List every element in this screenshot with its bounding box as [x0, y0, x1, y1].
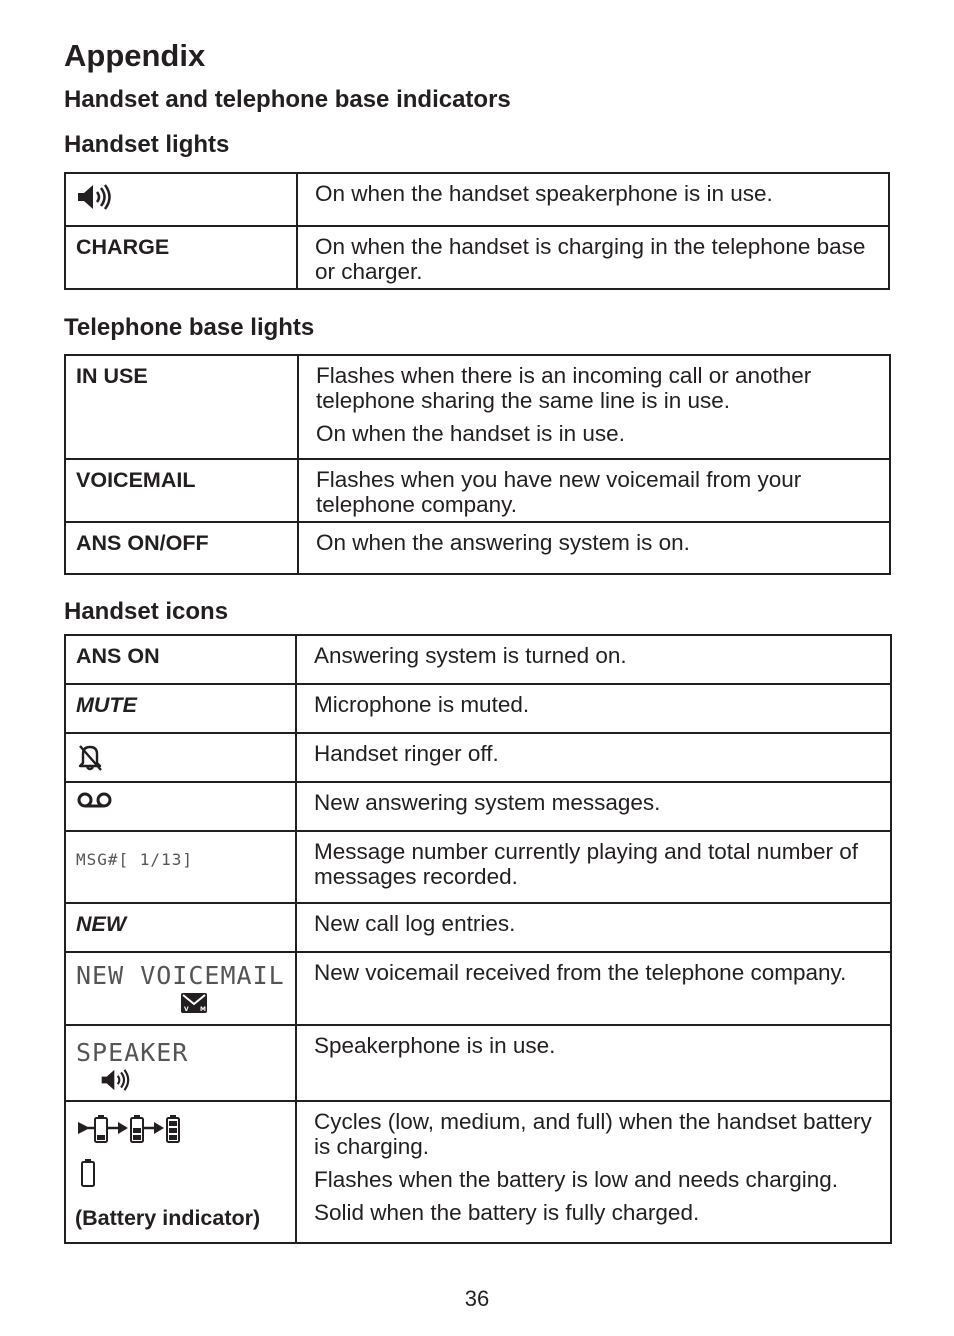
table-cell-desc	[296, 1025, 891, 1101]
base-lights-table	[64, 354, 891, 575]
description-text: New answering system messages.	[314, 790, 661, 815]
table-row	[65, 635, 891, 684]
description-text: Flashes when the battery is low and needs charging.	[314, 1167, 839, 1192]
table-row	[65, 355, 890, 459]
table-row	[65, 831, 891, 903]
battery-cycle-icon	[76, 1112, 289, 1150]
page-title: Appendix	[64, 38, 206, 73]
table-cell-key: NEW	[65, 903, 296, 952]
table-cell-desc	[298, 459, 890, 522]
table-cell-key	[65, 733, 296, 782]
table-row	[65, 782, 891, 831]
table-row	[65, 903, 891, 952]
base-lights-heading: Telephone base lights	[64, 314, 315, 341]
table-cell-desc	[298, 522, 890, 574]
lcd-label: MSG#[ 1/13]	[76, 850, 193, 869]
table-cell-key: VOICEMAIL	[65, 459, 298, 522]
section-subtitle: Handset and telephone base indicators	[64, 86, 511, 113]
table-cell-desc	[296, 635, 891, 684]
speakerphone-icon	[76, 182, 114, 218]
description-text: Flashes when you have new voicemail from your telephone company.	[316, 467, 802, 517]
description-text: Speakerphone is in use.	[314, 1033, 556, 1058]
table-cell-key: ANS ON/OFF	[65, 522, 298, 574]
svg-text:M: M	[200, 1006, 206, 1013]
ringer-off-icon	[76, 742, 104, 778]
table-row	[65, 1025, 891, 1101]
table-cell-key: MUTE	[65, 684, 296, 733]
table-row	[65, 459, 890, 522]
description-text: On when the handset is in use.	[316, 421, 625, 446]
description-text: On when the answering system is on.	[316, 530, 690, 555]
description-text: On when the handset speakerphone is in use.	[315, 181, 773, 206]
table-row	[65, 226, 889, 289]
table-row	[65, 684, 891, 733]
table-cell-key	[65, 1101, 296, 1243]
description-text: Flashes when there is an incoming call or another telephone sharing the same line is in use.	[316, 363, 812, 413]
battery-indicator-label: (Battery indicator)	[75, 1206, 261, 1230]
table-cell-key	[65, 173, 297, 226]
table-cell-desc	[296, 1101, 891, 1243]
table-cell-desc	[296, 952, 891, 1025]
table-cell-desc	[296, 684, 891, 733]
table-cell-key	[65, 1025, 296, 1101]
handset-icons-heading: Handset icons	[64, 598, 229, 625]
description-text: New call log entries.	[314, 911, 516, 936]
table-cell-key: ANS ON	[65, 635, 296, 684]
description-text: Answering system is turned on.	[314, 643, 627, 668]
battery-icon	[80, 1158, 96, 1194]
table-cell-desc	[296, 831, 891, 903]
table-cell-desc	[296, 903, 891, 952]
table-cell-key	[65, 831, 296, 903]
table-cell-desc	[296, 782, 891, 831]
table-cell-key: IN USE	[65, 355, 298, 459]
table-row	[65, 522, 890, 574]
description-text: New voicemail received from the telephone company.	[314, 960, 847, 985]
lcd-label: NEW VOICEMAIL	[76, 961, 285, 990]
description-text: Handset ringer off.	[314, 741, 499, 766]
voicemail-envelope-icon	[180, 992, 208, 1020]
page-number: 36	[464, 1286, 490, 1311]
lcd-label: SPEAKER	[76, 1038, 189, 1067]
table-row	[65, 1101, 891, 1243]
table-row	[65, 733, 891, 782]
table-cell-desc	[296, 733, 891, 782]
description-text: Microphone is muted.	[314, 692, 530, 717]
svg-text:V: V	[184, 1006, 189, 1013]
table-row	[65, 952, 891, 1025]
handset-lights-table	[64, 172, 890, 290]
table-cell-key	[65, 952, 296, 1025]
table-cell-key	[65, 782, 296, 831]
description-text: Cycles (low, medium, and full) when the handset battery is charging.	[314, 1109, 872, 1159]
table-cell-desc	[298, 355, 890, 459]
description-text: On when the handset is charging in the telephone base or charger.	[315, 234, 866, 284]
table-cell-desc	[297, 173, 889, 226]
voicemail-tape-icon	[76, 791, 114, 817]
speakerphone-icon	[100, 1067, 132, 1099]
table-cell-key: CHARGE	[65, 226, 297, 289]
table-cell-desc	[297, 226, 889, 289]
description-text: Solid when the battery is fully charged.	[314, 1200, 700, 1225]
description-text: Message number currently playing and total number of messages recorded.	[314, 839, 859, 889]
table-row	[65, 173, 889, 226]
handset-icons-table	[64, 634, 892, 1244]
handset-lights-heading: Handset lights	[64, 131, 230, 158]
